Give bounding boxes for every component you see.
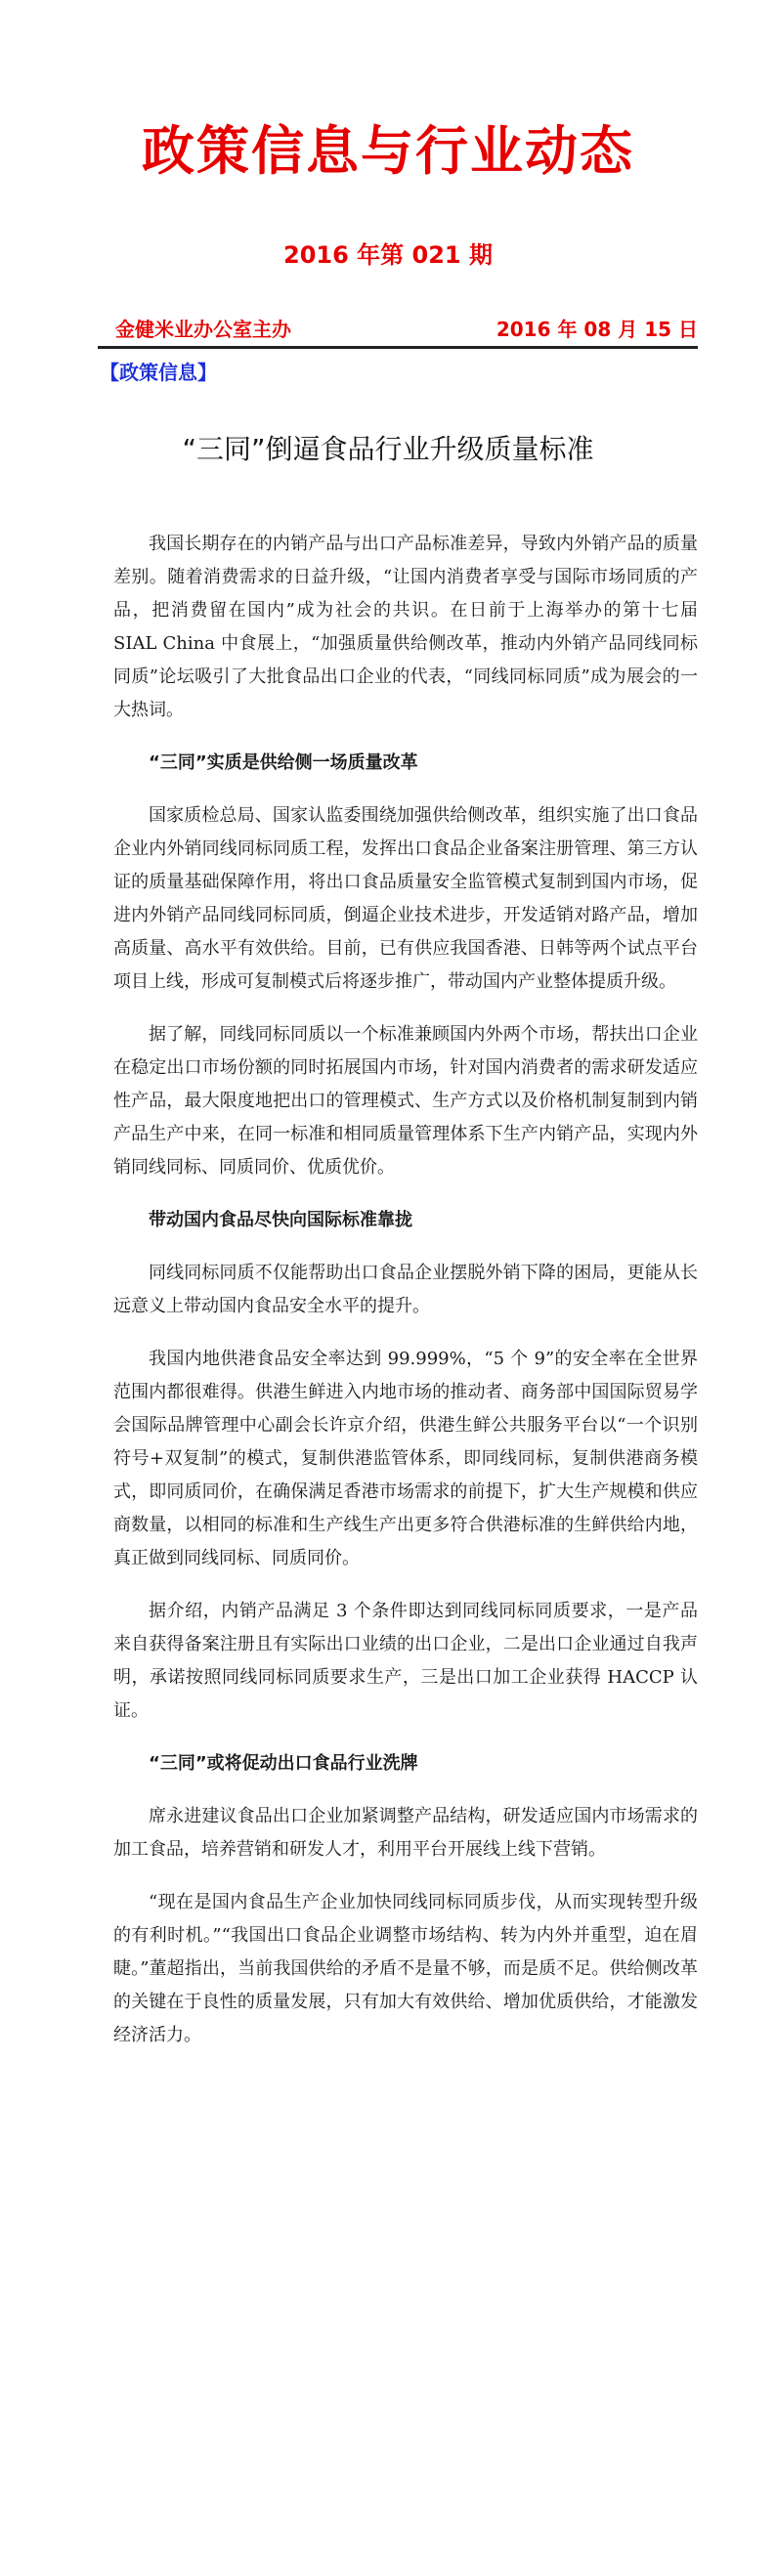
newsletter-title: 政策信息与行业动态: [142, 120, 634, 182]
organizer-label: 金健米业办公室主办: [115, 318, 291, 341]
publish-date: 2016 年 08 月 15 日: [496, 318, 698, 341]
section-subheading: 带动国内食品尽快向国际标准靠拢: [149, 1210, 412, 1230]
paragraph: 据了解，同线同标同质以一个标准兼顾国内外两个市场，帮扶出口企业在稳定出口市场份额的同时拓展国内市场，针对国内消费者的需求研发适应性产品，最大限度地把出口的管理模式、生产方式以及价格机制复制到内销产品生产中来，在同一标准和相同质量管理体系下生产内销产品，实现内外销同线同标、同质同价、优质优价。: [113, 1024, 698, 1178]
section-label: 【政策信息】: [100, 361, 217, 384]
paragraph: 我国长期存在的内销产品与出口产品标准差异，导致内外销产品的质量差别。随着消费需求的日益升级，“让国内消费者享受与国际市场同质的产品，把消费留在国内”成为社会的共识。在日前于上海举办的第十七届 SIAL China 中食展上，“加强质量供给侧改革，推动内外销产品同线同标同质”论坛吸引了大批食品出口企业的代表，“同线同标同质”成为展会的一大热词。: [113, 534, 698, 720]
paragraph: 国家质检总局、国家认监委围绕加强供给侧改革，组织实施了出口食品企业内外销同线同标同质工程，发挥出口食品企业备案注册管理、第三方认证的质量基础保障作用，将出口食品质量安全监管模式复制到国内市场，促进内外销产品同线同标同质，倒逼企业技术进步，开发适销对路产品，增加高质量、高水平有效供给。目前，已有供应我国香港、日韩等两个试点平台项目上线，形成可复制模式后将逐步推广，带动国内产业整体提质升级。: [113, 805, 698, 992]
paragraph: 席永进建议食品出口企业加紧调整产品结构，研发适应国内市场需求的加工食品，培养营销和研发人才，利用平台开展线上线下营销。: [113, 1806, 698, 1860]
paragraph: 我国内地供港食品安全率达到 99.999%，“5 个 9”的安全率在全世界范围内都很难得。供港生鲜进入内地市场的推动者、商务部中国国际贸易学会国际品牌管理中心副会长许京介绍，供港生鲜公共服务平台以“一个识别符号+双复制”的模式，复制供港监管体系，即同线同标，复制供港商务模式，即同质同价，在确保满足香港市场需求的前提下，扩大生产规模和供应商数量，以相同的标准和生产线生产出更多符合供港标准的生鲜供给内地，真正做到同线同标、同质同价。: [113, 1349, 698, 1568]
issue-number: 2016 年第 021 期: [283, 241, 493, 269]
header-divider: [98, 346, 698, 349]
paragraph: “现在是国内食品生产企业加快同线同标同质步伐，从而实现转型升级的有利时机。”“我国出口食品企业调整市场结构、转为内外并重型，迫在眉睫。”董超指出，当前我国供给的矛盾不是量不够，而是质不足。供给侧改革的关键在于良性的质量发展，只有加大有效供给、增加优质供给，才能激发经济活力。: [113, 1892, 698, 2045]
paragraph: 据介绍，内销产品满足 3 个条件即达到同线同标同质要求，一是产品来自获得备案注册且有实际出口业绩的出口企业，二是出口企业通过自我声明，承诺按照同线同标同质要求生产，三是出口加工企业获得 HACCP 认证。: [113, 1601, 698, 1721]
paragraph: 同线同标同质不仅能帮助出口食品企业摆脱外销下降的困局，更能从长远意义上带动国内食品安全水平的提升。: [113, 1263, 698, 1316]
article-title: “三同”倒逼食品行业升级质量标准: [182, 433, 594, 465]
masthead-meta: [115, 315, 698, 344]
section-subheading: “三同”或将促动出口食品行业洗牌: [149, 1753, 418, 1774]
article-body: [113, 528, 698, 2072]
section-subheading: “三同”实质是供给侧一场质量改革: [149, 752, 418, 773]
